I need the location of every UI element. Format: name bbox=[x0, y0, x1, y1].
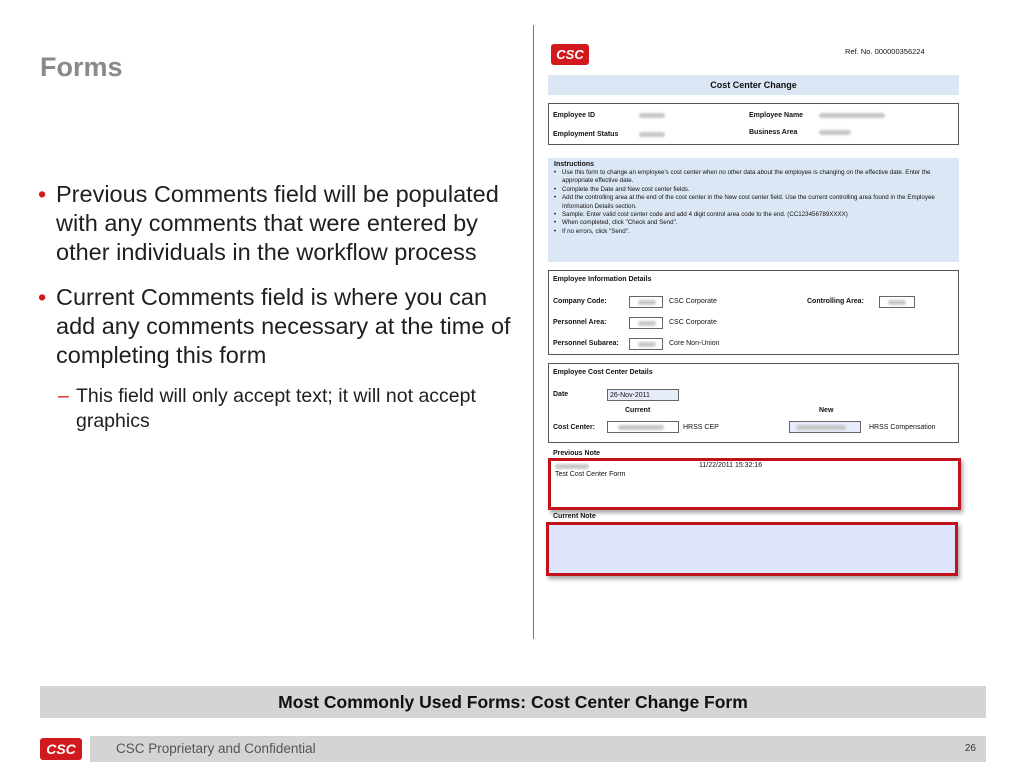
previous-note-timestamp: 11/22/2011 15:32:16 bbox=[699, 462, 763, 469]
date-label: Date bbox=[553, 391, 569, 398]
footer-csc-logo: CSC bbox=[40, 738, 82, 760]
company-code-value: CSC Corporate bbox=[669, 298, 717, 305]
date-field[interactable]: 26-Nov-2011 bbox=[607, 389, 679, 401]
employment-status-value bbox=[639, 132, 665, 137]
page-number: 26 bbox=[964, 743, 976, 754]
cost-center-heading: Employee Cost Center Details bbox=[553, 369, 653, 376]
slide-title: Forms bbox=[40, 52, 123, 82]
business-area-label: Business Area bbox=[749, 129, 798, 136]
personnel-subarea-label: Personnel Subarea: bbox=[553, 340, 619, 347]
current-cost-center-field bbox=[607, 421, 679, 433]
new-column-label: New bbox=[819, 407, 834, 414]
sub-bullet-marker: – bbox=[58, 385, 69, 407]
slide-caption: Most Commonly Used Forms: Cost Center Change Form bbox=[40, 686, 986, 718]
new-cost-center-value: HRSS Compensation bbox=[869, 424, 936, 431]
new-cost-center-field[interactable] bbox=[789, 421, 861, 433]
footer-bar bbox=[90, 736, 986, 762]
bullet-text: Previous Comments field will be populated with any comments that were entered by other individuals in the workflow process bbox=[56, 181, 499, 265]
personnel-area-field bbox=[629, 317, 663, 329]
bullet-list bbox=[36, 180, 516, 434]
divider-line bbox=[533, 25, 534, 639]
employee-id-value bbox=[639, 113, 665, 118]
instruction-item: • When completed, click "Check and Send". bbox=[554, 219, 953, 227]
instruction-item: • Add the controlling area at the end of the cost center in the New cost center field. Use the current controlling area found in the Employee Information Details section. bbox=[554, 194, 953, 211]
previous-note-text: Test Cost Center Form bbox=[555, 471, 626, 478]
personnel-subarea-value: Core Non-Union bbox=[669, 340, 720, 347]
controlling-area-field bbox=[879, 296, 915, 308]
controlling-area-label: Controlling Area: bbox=[807, 298, 864, 305]
company-code-label: Company Code: bbox=[553, 298, 607, 305]
instruction-item: • Use this form to change an employee's cost center when no other data about the employee is changing on the effective date. Enter the appropriate effective date. bbox=[554, 169, 953, 186]
company-code-field bbox=[629, 296, 663, 308]
footer-confidential-text: CSC Proprietary and Confidential bbox=[116, 741, 316, 756]
current-column-label: Current bbox=[625, 407, 651, 414]
employee-name-value bbox=[819, 113, 885, 118]
instructions-heading: Instructions bbox=[554, 161, 595, 168]
previous-note-heading: Previous Note bbox=[553, 450, 601, 457]
csc-logo: CSC bbox=[551, 44, 589, 65]
personnel-subarea-field bbox=[629, 338, 663, 350]
bullet-text: Current Comments field is where you can add any comments necessary at the time of completing this form bbox=[56, 284, 511, 368]
instruction-item: • Sample: Enter valid cost center code and add 4 digit control area code to the end. (CC123456789XXXX) bbox=[554, 211, 953, 219]
current-note-heading: Current Note bbox=[553, 513, 596, 520]
cost-center-form bbox=[545, 38, 963, 588]
instructions-panel bbox=[548, 158, 959, 262]
form-title: Cost Center Change bbox=[548, 75, 959, 95]
cost-center-box bbox=[548, 363, 959, 443]
employment-status-label: Employment Status bbox=[553, 131, 619, 138]
cost-center-label: Cost Center: bbox=[553, 424, 596, 431]
personnel-area-label: Personnel Area: bbox=[553, 319, 607, 326]
personnel-area-value: CSC Corporate bbox=[669, 319, 717, 326]
reference-number: Ref. No. 000000356224 bbox=[845, 47, 925, 56]
bullet-item bbox=[36, 180, 516, 267]
current-cost-center-value: HRSS CEP bbox=[683, 424, 719, 431]
bullet-item bbox=[36, 283, 516, 370]
info-details-heading: Employee Information Details bbox=[553, 276, 652, 283]
bullet-marker: • bbox=[38, 284, 47, 310]
instruction-item: • Complete the Date and New cost center fields. bbox=[554, 186, 953, 194]
employee-id-label: Employee ID bbox=[553, 112, 596, 119]
employee-info-box bbox=[548, 270, 959, 355]
instruction-item: • If no errors, click "Send". bbox=[554, 228, 953, 236]
employee-box bbox=[548, 103, 959, 145]
bullet-marker: • bbox=[38, 181, 47, 207]
business-area-value bbox=[819, 130, 851, 135]
employee-name-label: Employee Name bbox=[749, 112, 804, 119]
sub-bullet-item bbox=[36, 384, 516, 434]
sub-bullet-text: This field will only accept text; it will not accept graphics bbox=[76, 385, 476, 432]
previous-note-author bbox=[555, 464, 589, 469]
current-note-field[interactable] bbox=[546, 522, 958, 576]
previous-note-field bbox=[548, 458, 961, 510]
